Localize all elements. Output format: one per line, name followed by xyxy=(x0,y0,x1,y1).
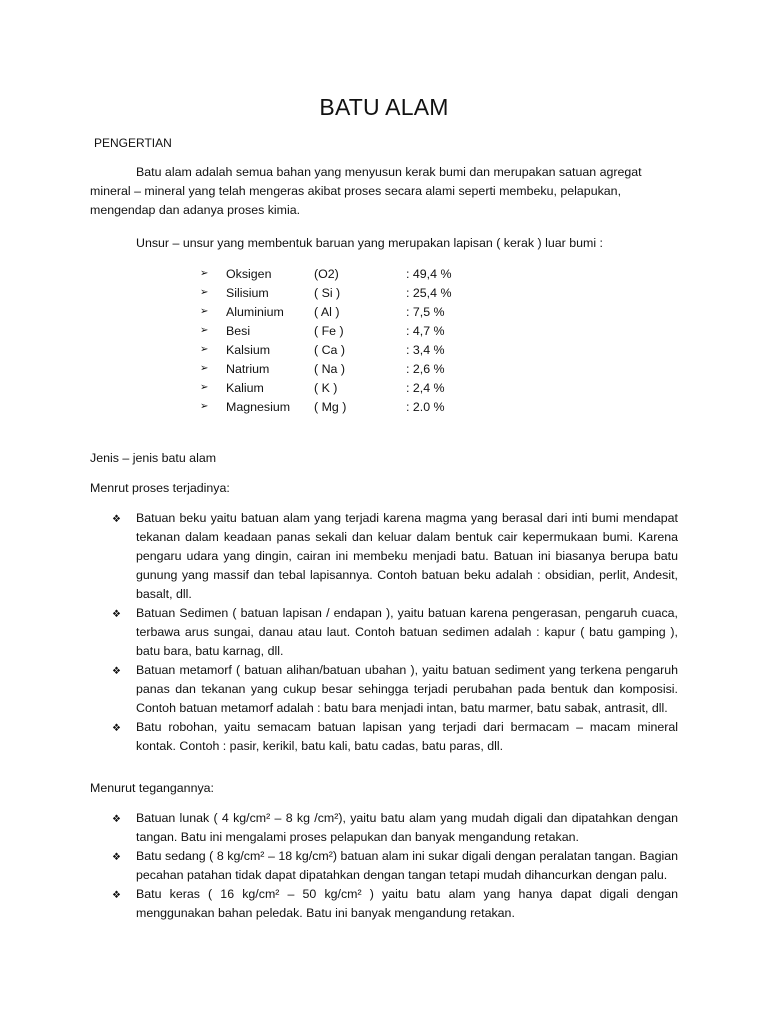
element-name: Oksigen xyxy=(226,266,272,281)
tegangan-heading: Menurut tegangannya: xyxy=(90,781,214,795)
list-item xyxy=(112,809,678,847)
list-item xyxy=(112,718,678,756)
element-percentage: : 49,4 % xyxy=(406,266,452,281)
list-item-text: Batu robohan, yaitu semacam batuan lapisan yang terjadi dari bermacam – macam mineral kontak. Contoh : pasir, kerikil, batu kali, batu cadas, batu paras, dll. xyxy=(136,720,678,753)
element-row xyxy=(200,283,500,302)
diamond-bullet-icon: ❖ xyxy=(112,890,121,901)
arrow-bullet-icon: ➢ xyxy=(200,401,209,412)
element-percentage: : 4,7 % xyxy=(406,323,445,338)
diamond-bullet-icon: ❖ xyxy=(112,666,121,677)
proses-list xyxy=(112,509,678,756)
arrow-bullet-icon: ➢ xyxy=(200,344,209,355)
list-item-text: Batuan beku yaitu batuan alam yang terjadi karena magma yang berasal dari inti bumi mendapat tekanan dalam keadaan panas sekali dan keluar dalam bentuk cair kepermukaan bumi. Karena pengaru udara yang dingin, cairan ini membeku menjadi batu. Batuan ini biasanya berupa batu gunung yang massif dan tebal lapisannya. Contoh batuan beku adalah : obsidian, perlit, Andesit, basalt, dll. xyxy=(136,511,678,601)
element-name: Kalsium xyxy=(226,342,271,357)
element-symbol: ( Si ) xyxy=(314,285,341,300)
arrow-bullet-icon: ➢ xyxy=(200,325,209,336)
elements-list xyxy=(200,264,500,416)
element-symbol: ( Al ) xyxy=(314,304,340,319)
element-symbol: ( K ) xyxy=(314,380,338,395)
jenis-heading: Jenis – jenis batu alam xyxy=(90,451,217,465)
diamond-bullet-icon: ❖ xyxy=(112,514,121,525)
diamond-bullet-icon: ❖ xyxy=(112,814,121,825)
element-symbol: ( Na ) xyxy=(314,361,345,376)
list-item xyxy=(112,509,678,604)
list-item xyxy=(112,847,678,885)
list-item-text: Batuan Sedimen ( batuan lapisan / endapan ), yaitu batuan karena pengerasan, pengaruh cuaca, terbawa arus sungai, danau atau laut. Contoh batuan sedimen adalah : kapur ( batu gamping ), batu bara, batu karnag, dll. xyxy=(136,606,678,658)
list-item xyxy=(112,604,678,661)
element-row xyxy=(200,264,500,283)
element-percentage: : 2.0 % xyxy=(406,399,445,414)
diamond-bullet-icon: ❖ xyxy=(112,852,121,863)
tegangan-list xyxy=(112,809,678,923)
list-item-text: Batuan metamorf ( batuan alihan/batuan ubahan ), yaitu batuan sediment yang terkena pengaruh panas dan tekanan yang cukup besar sehingga terjadi perubahan pada bentuk dan komposisi. Contoh batuan metamorf adalah : batu bara menjadi intan, batu marmer, batu sabak, antrasit, dll. xyxy=(136,663,678,715)
definition-paragraph: Batu alam adalah semua bahan yang menyusun kerak bumi dan merupakan satuan agregat mineral – mineral yang telah mengeras akibat proses secara alami seperti membeku, pelapukan, mengendap dan adanya proses kimia. xyxy=(90,165,642,217)
arrow-bullet-icon: ➢ xyxy=(200,363,209,374)
element-row xyxy=(200,340,500,359)
element-row xyxy=(200,378,500,397)
arrow-bullet-icon: ➢ xyxy=(200,306,209,317)
list-item-text: Batu keras ( 16 kg/cm² – 50 kg/cm² ) yaitu batu alam yang hanya dapat digali dengan menggunakan bahan peledak. Batu ini banyak mengandung retakan. xyxy=(136,887,678,920)
element-percentage: : 25,4 % xyxy=(406,285,452,300)
element-symbol: ( Mg ) xyxy=(314,399,347,414)
element-row xyxy=(200,302,500,321)
element-name: Besi xyxy=(226,323,251,338)
diamond-bullet-icon: ❖ xyxy=(112,609,121,620)
element-name: Silisium xyxy=(226,285,269,300)
element-percentage: : 7,5 % xyxy=(406,304,445,319)
element-percentage: : 2,4 % xyxy=(406,380,445,395)
element-name: Aluminium xyxy=(226,304,284,319)
element-row xyxy=(200,359,500,378)
element-percentage: : 2,6 % xyxy=(406,361,445,376)
element-symbol: ( Fe ) xyxy=(314,323,344,338)
list-item xyxy=(112,885,678,923)
section-label: PENGERTIAN xyxy=(94,136,172,150)
arrow-bullet-icon: ➢ xyxy=(200,382,209,393)
arrow-bullet-icon: ➢ xyxy=(200,268,209,279)
list-item xyxy=(112,661,678,718)
proses-heading: Menrut proses terjadinya: xyxy=(90,481,230,495)
diamond-bullet-icon: ❖ xyxy=(112,723,121,734)
elements-intro: Unsur – unsur yang membentuk baruan yang merupakan lapisan ( kerak ) luar bumi : xyxy=(136,236,603,250)
list-item-text: Batu sedang ( 8 kg/cm² – 18 kg/cm²) batuan alam ini sukar digali dengan peralatan tangan. Bagian pecahan patahan tidak dapat dipatahkan dengan tangan tetapi mudah dihancurkan dengan palu. xyxy=(136,849,678,882)
page-title: BATU ALAM xyxy=(319,94,449,120)
element-name: Natrium xyxy=(226,361,270,376)
element-symbol: ( Ca ) xyxy=(314,342,345,357)
element-name: Magnesium xyxy=(226,399,291,414)
element-percentage: : 3,4 % xyxy=(406,342,445,357)
element-name: Kalium xyxy=(226,380,264,395)
arrow-bullet-icon: ➢ xyxy=(200,287,209,298)
list-item-text: Batuan lunak ( 4 kg/cm² – 8 kg /cm²), yaitu batu alam yang mudah digali dan dipatahkan dengan tangan. Batu ini mengalami proses pelapukan dan banyak mengandung retakan. xyxy=(136,811,678,844)
element-row xyxy=(200,321,500,340)
element-row xyxy=(200,397,500,416)
element-symbol: (O2) xyxy=(314,266,339,281)
